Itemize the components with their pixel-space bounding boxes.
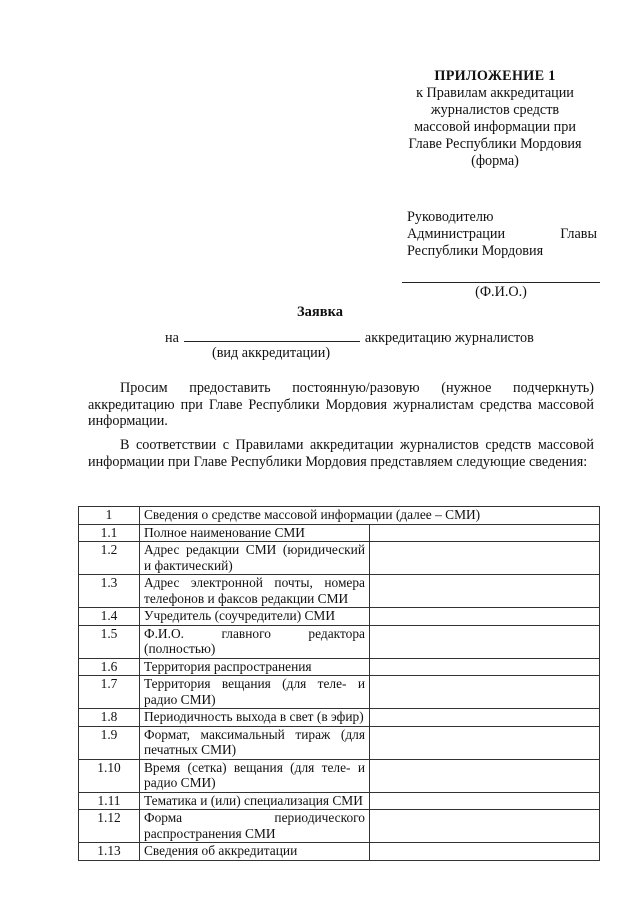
row-value-cell[interactable] (370, 759, 600, 792)
row-number: 1.1 (79, 524, 140, 542)
row-label: Тематика и (или) специализация СМИ (140, 792, 370, 810)
table-row (79, 658, 600, 676)
row-label: Форма периодического распространения СМИ (140, 810, 370, 843)
table-row (79, 792, 600, 810)
appendix-line: к Правилам аккредитации (416, 85, 574, 101)
row-value-cell[interactable] (370, 709, 600, 727)
addressee-word: Администрации (407, 226, 506, 242)
accreditation-type-caption: (вид аккредитации) (212, 345, 331, 361)
row-value-cell[interactable] (370, 608, 600, 626)
addressee-line: Республики Мордовия (407, 243, 544, 259)
fio-underline (402, 282, 600, 283)
table-row (79, 810, 600, 843)
table-row (79, 625, 600, 658)
row-value-cell[interactable] (370, 524, 600, 542)
table-row (79, 524, 600, 542)
row-label: Территория вещания (для теле- и радио СМИ) (140, 676, 370, 709)
appendix-title: ПРИЛОЖЕНИЕ 1 (434, 68, 556, 84)
row-label: Адрес редакции СМИ (юридический и фактический) (140, 542, 370, 575)
table-row (79, 608, 600, 626)
table-row (79, 676, 600, 709)
row-label: Сведения об аккредитации (140, 843, 370, 861)
addressee-line: Руководителю (407, 209, 494, 225)
table-section-row (79, 507, 600, 525)
table-row (79, 709, 600, 727)
row-value-cell[interactable] (370, 843, 600, 861)
table-row (79, 759, 600, 792)
row-number: 1.12 (79, 810, 140, 843)
addressee-block (407, 209, 597, 260)
appendix-line: Главе Республики Мордовия (408, 136, 582, 152)
row-number: 1.13 (79, 843, 140, 861)
row-label: Учредитель (соучредители) СМИ (140, 608, 370, 626)
row-value-cell[interactable] (370, 542, 600, 575)
paragraph-request: Просим предоставить постоянную/разовую (нужное подчеркнуть) аккредитацию при Главе Республики Мордовия журналистам средства массовой информации. (88, 380, 594, 429)
row-label: Адрес электронной почты, номера телефонов и факсов редакции СМИ (140, 575, 370, 608)
row-number: 1.9 (79, 726, 140, 759)
addressee-word: Главы (560, 226, 597, 242)
fio-label: (Ф.И.О.) (475, 284, 527, 300)
appendix-header (390, 68, 600, 170)
row-label: Территория распространения (140, 658, 370, 676)
request-suffix: аккредитацию журналистов (364, 330, 534, 346)
row-label: Время (сетка) вещания (для теле- и радио СМИ) (140, 759, 370, 792)
table-row (79, 843, 600, 861)
table-row (79, 575, 600, 608)
row-number: 1.4 (79, 608, 140, 626)
appendix-line: журналистов средств (430, 102, 560, 118)
row-value-cell[interactable] (370, 810, 600, 843)
row-number: 1.11 (79, 792, 140, 810)
row-label: Формат, максимальный тираж (для печатных СМИ) (140, 726, 370, 759)
section-label: Сведения о средстве массовой информации (далее – СМИ) (140, 507, 600, 525)
row-label: Полное наименование СМИ (140, 524, 370, 542)
row-number: 1.10 (79, 759, 140, 792)
row-value-cell[interactable] (370, 658, 600, 676)
accreditation-type-blank[interactable] (184, 329, 360, 342)
row-number: 1.7 (79, 676, 140, 709)
media-info-table (78, 506, 600, 861)
row-number: 1.5 (79, 625, 140, 658)
row-number: 1.2 (79, 542, 140, 575)
paragraph-info-intro: В соответствии с Правилами аккредитации журналистов средств массовой информации при Главе Республики Мордовия представляем следующие сведения: (88, 437, 594, 470)
row-value-cell[interactable] (370, 676, 600, 709)
request-prefix: на (165, 330, 179, 346)
row-number: 1.8 (79, 709, 140, 727)
row-label: Ф.И.О. главного редактора (полностью) (140, 625, 370, 658)
row-label: Периодичность выхода в свет (в эфир) (140, 709, 370, 727)
section-number: 1 (79, 507, 140, 525)
row-value-cell[interactable] (370, 575, 600, 608)
row-number: 1.6 (79, 658, 140, 676)
row-value-cell[interactable] (370, 792, 600, 810)
row-value-cell[interactable] (370, 625, 600, 658)
addressee-line (407, 226, 597, 243)
table-row (79, 542, 600, 575)
document-title: Заявка (297, 304, 343, 320)
row-value-cell[interactable] (370, 726, 600, 759)
row-number: 1.3 (79, 575, 140, 608)
appendix-line: массовой информации при (414, 119, 576, 135)
table-row (79, 726, 600, 759)
appendix-form-note: (форма) (471, 153, 519, 169)
